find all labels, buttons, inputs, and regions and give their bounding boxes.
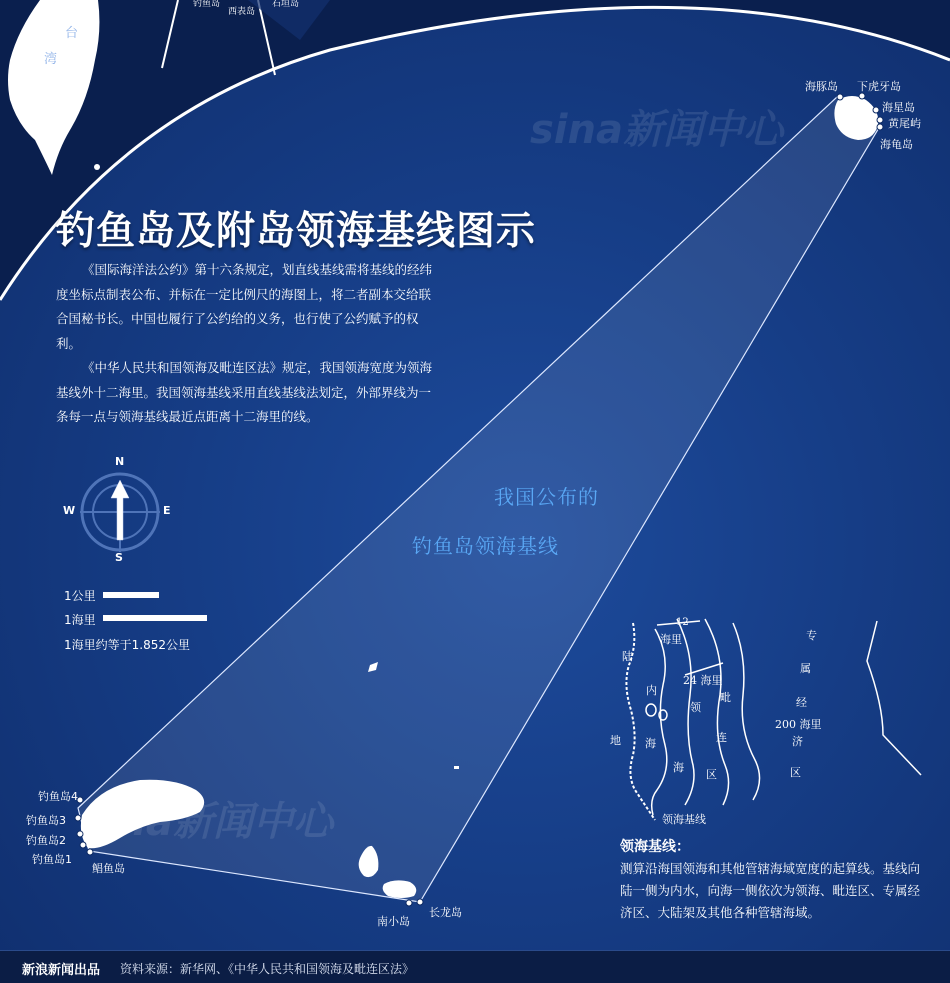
diagram-contiguous-label: 毗 [720, 691, 731, 704]
footer-brand: 新浪新闻出品 [22, 963, 101, 978]
footer-source: 资料来源：新华网、《中华人民共和国领海及毗连区法》 [120, 962, 415, 976]
definition-title: 领海基线： [620, 839, 690, 855]
compass-west: W [63, 504, 76, 517]
scale-nm-label: 1海里 [64, 613, 96, 627]
diagram-territorial-label: 海 [673, 761, 684, 774]
diagram-haili: 海里 [660, 633, 682, 646]
diagram-inner-label: 海 [645, 737, 656, 750]
diagram-eez-label: 济 [792, 735, 803, 748]
baseline-caption: 钓鱼岛领海基线 [412, 534, 559, 558]
compass-rose [78, 470, 162, 554]
diagram-12nm: 12 [676, 617, 689, 628]
intro-paragraph [56, 356, 438, 430]
watermark: sina新闻中心 [80, 799, 333, 845]
diagram-eez-label: 专 [806, 629, 817, 642]
definition-text: 测算沿海国领海和其他管辖海域宽度的起算线。基线向陆一侧为内水，向海一侧依次为领海、毗连区、专属经济区、大陆架及其他各种管辖海域。 [620, 861, 921, 920]
point-label-huangwei: 黄尾屿 [888, 117, 921, 130]
islet [94, 164, 100, 170]
compass-east: E [163, 504, 171, 517]
taiwan-label: 台 [65, 26, 79, 41]
point-marker [877, 117, 883, 123]
scale-km-label: 1公里 [64, 589, 96, 603]
diagram-baseline-label: 领海基线 [662, 813, 706, 826]
point-label-diaoyu-1: 钓鱼岛1 [32, 853, 72, 866]
point-marker [873, 107, 879, 113]
diagram-200nm: 200 海里 [775, 718, 822, 731]
point-label-diaoyu-2: 钓鱼岛2 [26, 834, 66, 847]
diagram-inner-label: 内 [646, 684, 657, 697]
point-label-haitun: 海豚岛 [805, 80, 838, 93]
point-marker [87, 849, 93, 855]
paragraph-text: 《中华人民共和国领海及毗连区法》规定，我国领海宽度为领海基线外十二海里。我国领海基线采用直线基线法划定，外部界线为一条每一点与领海基线最近点距离十二海里的线。 [56, 360, 433, 424]
point-marker [837, 94, 843, 100]
compass-south: S [115, 551, 123, 564]
page-title: 钓鱼岛及附岛领海基线图示 [56, 209, 537, 254]
diagram-territorial-label: 领 [690, 701, 701, 714]
point-marker [406, 900, 412, 906]
compass-north: N [115, 455, 125, 468]
baseline-caption: 我国公布的 [494, 485, 599, 509]
rock [454, 766, 459, 769]
point-label-haixing: 海星岛 [882, 101, 915, 114]
point-label-haigui: 海龟岛 [880, 138, 913, 151]
scale-note: 1海里约等于1.852公里 [64, 638, 190, 652]
watermark: sina新闻中心 [530, 107, 783, 153]
point-label-xiahuya: 下虎牙岛 [857, 80, 901, 93]
top-cut-label: 石垣岛 [272, 0, 300, 9]
intro-paragraph [56, 258, 438, 356]
diagram-eez-label: 属 [800, 662, 811, 675]
scale-km-bar [103, 592, 159, 598]
point-label-changlong: 长龙岛 [429, 906, 462, 919]
point-label-gaoyu: 鲳鱼岛 [92, 862, 125, 875]
top-cut-label: 西表岛 [228, 7, 256, 17]
paragraph-text: 《国际海洋法公约》第十六条规定，划直线基线需将基线的经纬度坐标点制表公布、并标在一定比例尺的海图上，将二者副本交给联合国秘书长。中国也履行了公约给的义务，也行使了公约赋予的权利。 [56, 262, 433, 351]
diagram-contiguous-label: 区 [706, 768, 717, 781]
diagram-land-label: 陆 [622, 650, 633, 663]
scale-nm-bar [103, 615, 207, 621]
point-label-diaoyu-4: 钓鱼岛4 [38, 790, 78, 803]
diagram-contiguous-label: 连 [716, 731, 727, 744]
point-label-nanxiao: 南小岛 [377, 915, 410, 928]
diagram-eez-label: 区 [790, 766, 801, 779]
taiwan-label: 湾 [44, 52, 58, 67]
nanxiao-island [383, 880, 417, 898]
diagram-24nm: 24 海里 [683, 674, 723, 687]
diagram-land-label: 地 [610, 734, 621, 747]
point-marker [877, 124, 883, 130]
point-label-diaoyu-3: 钓鱼岛3 [26, 814, 66, 827]
top-cut-label: 钓鱼岛 [193, 0, 221, 9]
diagram-eez-label: 经 [796, 696, 807, 709]
footer-bar [0, 950, 950, 983]
point-marker [417, 899, 423, 905]
